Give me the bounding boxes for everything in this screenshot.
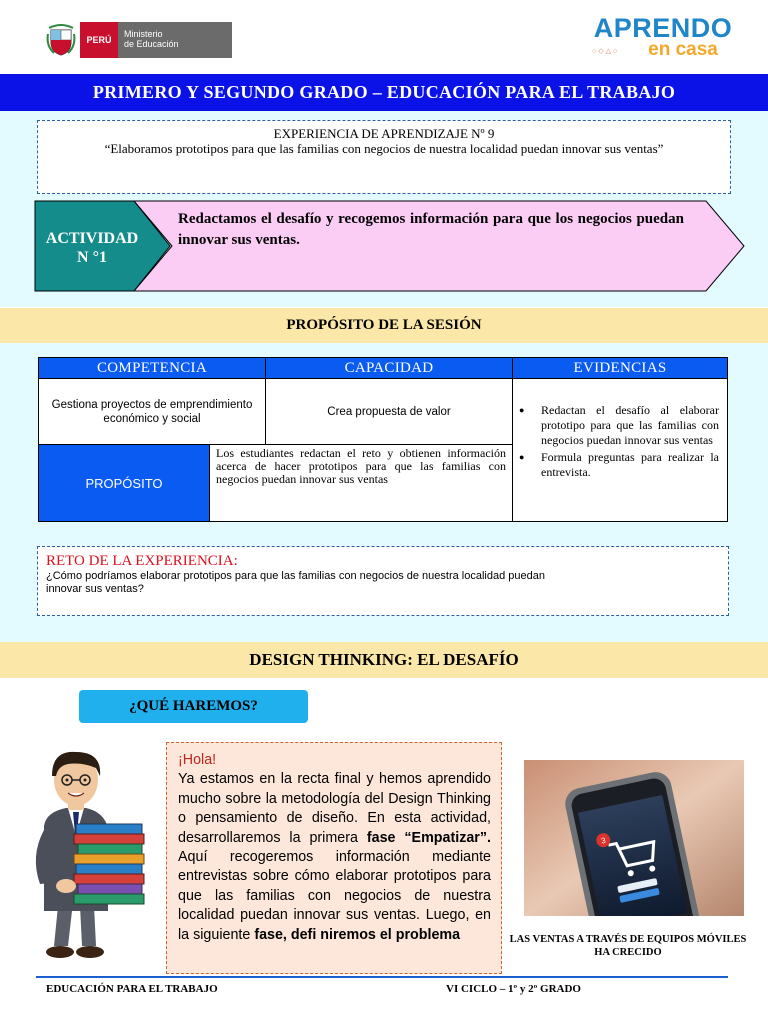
header-competencia: COMPETENCIA bbox=[38, 357, 266, 379]
teacher-with-books-illustration bbox=[16, 746, 166, 964]
ministry-line1: Ministerio bbox=[124, 29, 163, 39]
minedu-logo bbox=[42, 22, 232, 58]
activity-label bbox=[36, 229, 148, 267]
aprendo-en-casa-logo bbox=[588, 14, 738, 60]
header-evidencias: EVIDENCIAS bbox=[512, 357, 728, 379]
evidencia-item: ● Redactan el desafío al elaborar prototipo para que las familias con negocios puedan innovar sus ventas bbox=[513, 403, 727, 448]
intro-bold-1: fase “Empatizar”. bbox=[366, 829, 491, 846]
evidencias-list bbox=[513, 403, 727, 480]
intro-bold-2: fase, defi niremos el problema bbox=[254, 926, 461, 943]
coat-of-arms-icon bbox=[42, 22, 80, 58]
design-thinking-band: DESIGN THINKING: EL DESAFÍO bbox=[0, 642, 768, 678]
footer-course: EDUCACIÓN PARA EL TRABAJO bbox=[46, 983, 218, 995]
activity-text: Redactamos el desafío y recogemos información para que los negocios puedan innovar sus ventas. bbox=[178, 211, 684, 248]
page-title: PRIMERO Y SEGUNDO GRADO – EDUCACIÓN PARA EL TRABAJO bbox=[0, 74, 768, 111]
intro-text-2: Aquí recogeremos información mediante entrevistas sobre cómo elaborar prototipos para que las familias con negocios de nuestra localidad puedan innovar sus ventas. Luego, en la siguiente bbox=[178, 849, 491, 943]
intro-message-box bbox=[166, 742, 502, 974]
ministry-label bbox=[118, 22, 232, 58]
greeting: ¡Hola! bbox=[178, 752, 217, 768]
experience-subtitle: “Elaboramos prototipos para que las familias con negocios de nuestra localidad puedan innovar sus ventas” bbox=[104, 141, 664, 156]
experience-box bbox=[37, 120, 731, 194]
reto-title: RETO DE LA EXPERIENCIA: bbox=[46, 553, 238, 569]
reto-box bbox=[37, 546, 729, 616]
proposito-band: PROPÓSITO DE LA SESIÓN bbox=[0, 308, 768, 343]
ministry-line2: de Educación bbox=[124, 39, 179, 49]
proposito-label: PROPÓSITO bbox=[38, 444, 210, 522]
activity-label-line1: ACTIVIDAD bbox=[45, 230, 139, 247]
brand-dots-icon: ○◇△○ bbox=[592, 47, 620, 55]
photo-caption: LAS VENTAS A TRAVÉS DE EQUIPOS MÓVILES HA CRECIDO bbox=[509, 934, 747, 958]
mobile-shopping-photo bbox=[524, 760, 744, 916]
que-haremos-label: ¿QUÉ HAREMOS? bbox=[79, 690, 308, 723]
evidencia-item: ● Formula preguntas para realizar la entrevista. bbox=[513, 450, 727, 480]
intro-paragraph bbox=[178, 770, 491, 945]
brand-line2: en casa bbox=[648, 39, 718, 60]
competencia-cell: Gestiona proyectos de emprendimiento económico y social bbox=[38, 378, 266, 445]
footer-divider bbox=[36, 976, 728, 978]
brand-line1: APRENDO bbox=[593, 13, 733, 43]
footer-cycle: VI CICLO – 1º y 2º GRADO bbox=[446, 983, 581, 995]
svg-text:3: 3 bbox=[600, 835, 607, 846]
peru-label: PERÚ bbox=[80, 22, 118, 58]
experience-heading: EXPERIENCIA DE APRENDIZAJE Nº 9 bbox=[273, 126, 495, 141]
activity-label-line2: N °1 bbox=[77, 249, 107, 266]
competencia-table bbox=[38, 357, 728, 522]
capacidad-cell: Crea propuesta de valor bbox=[265, 378, 513, 445]
proposito-text: Los estudiantes redactan el reto y obtienen información acerca de hacer prototipos para que las familias con negocios puedan innovar sus ventas bbox=[209, 444, 513, 522]
book-stack-icon bbox=[74, 824, 144, 904]
reto-text: ¿Cómo podríamos elaborar prototipos para que las familias con negocios de nuestra localidad puedan innovar sus ventas? bbox=[46, 570, 545, 595]
header-capacidad: CAPACIDAD bbox=[265, 357, 513, 379]
evidencias-cell bbox=[512, 378, 728, 522]
intro-text-1: Ya estamos en la recta final y hemos aprendido mucho sobre la metodología del Design Thinking o pensamiento de diseño. En esta actividad, desarrollaremos la primera bbox=[178, 771, 491, 846]
